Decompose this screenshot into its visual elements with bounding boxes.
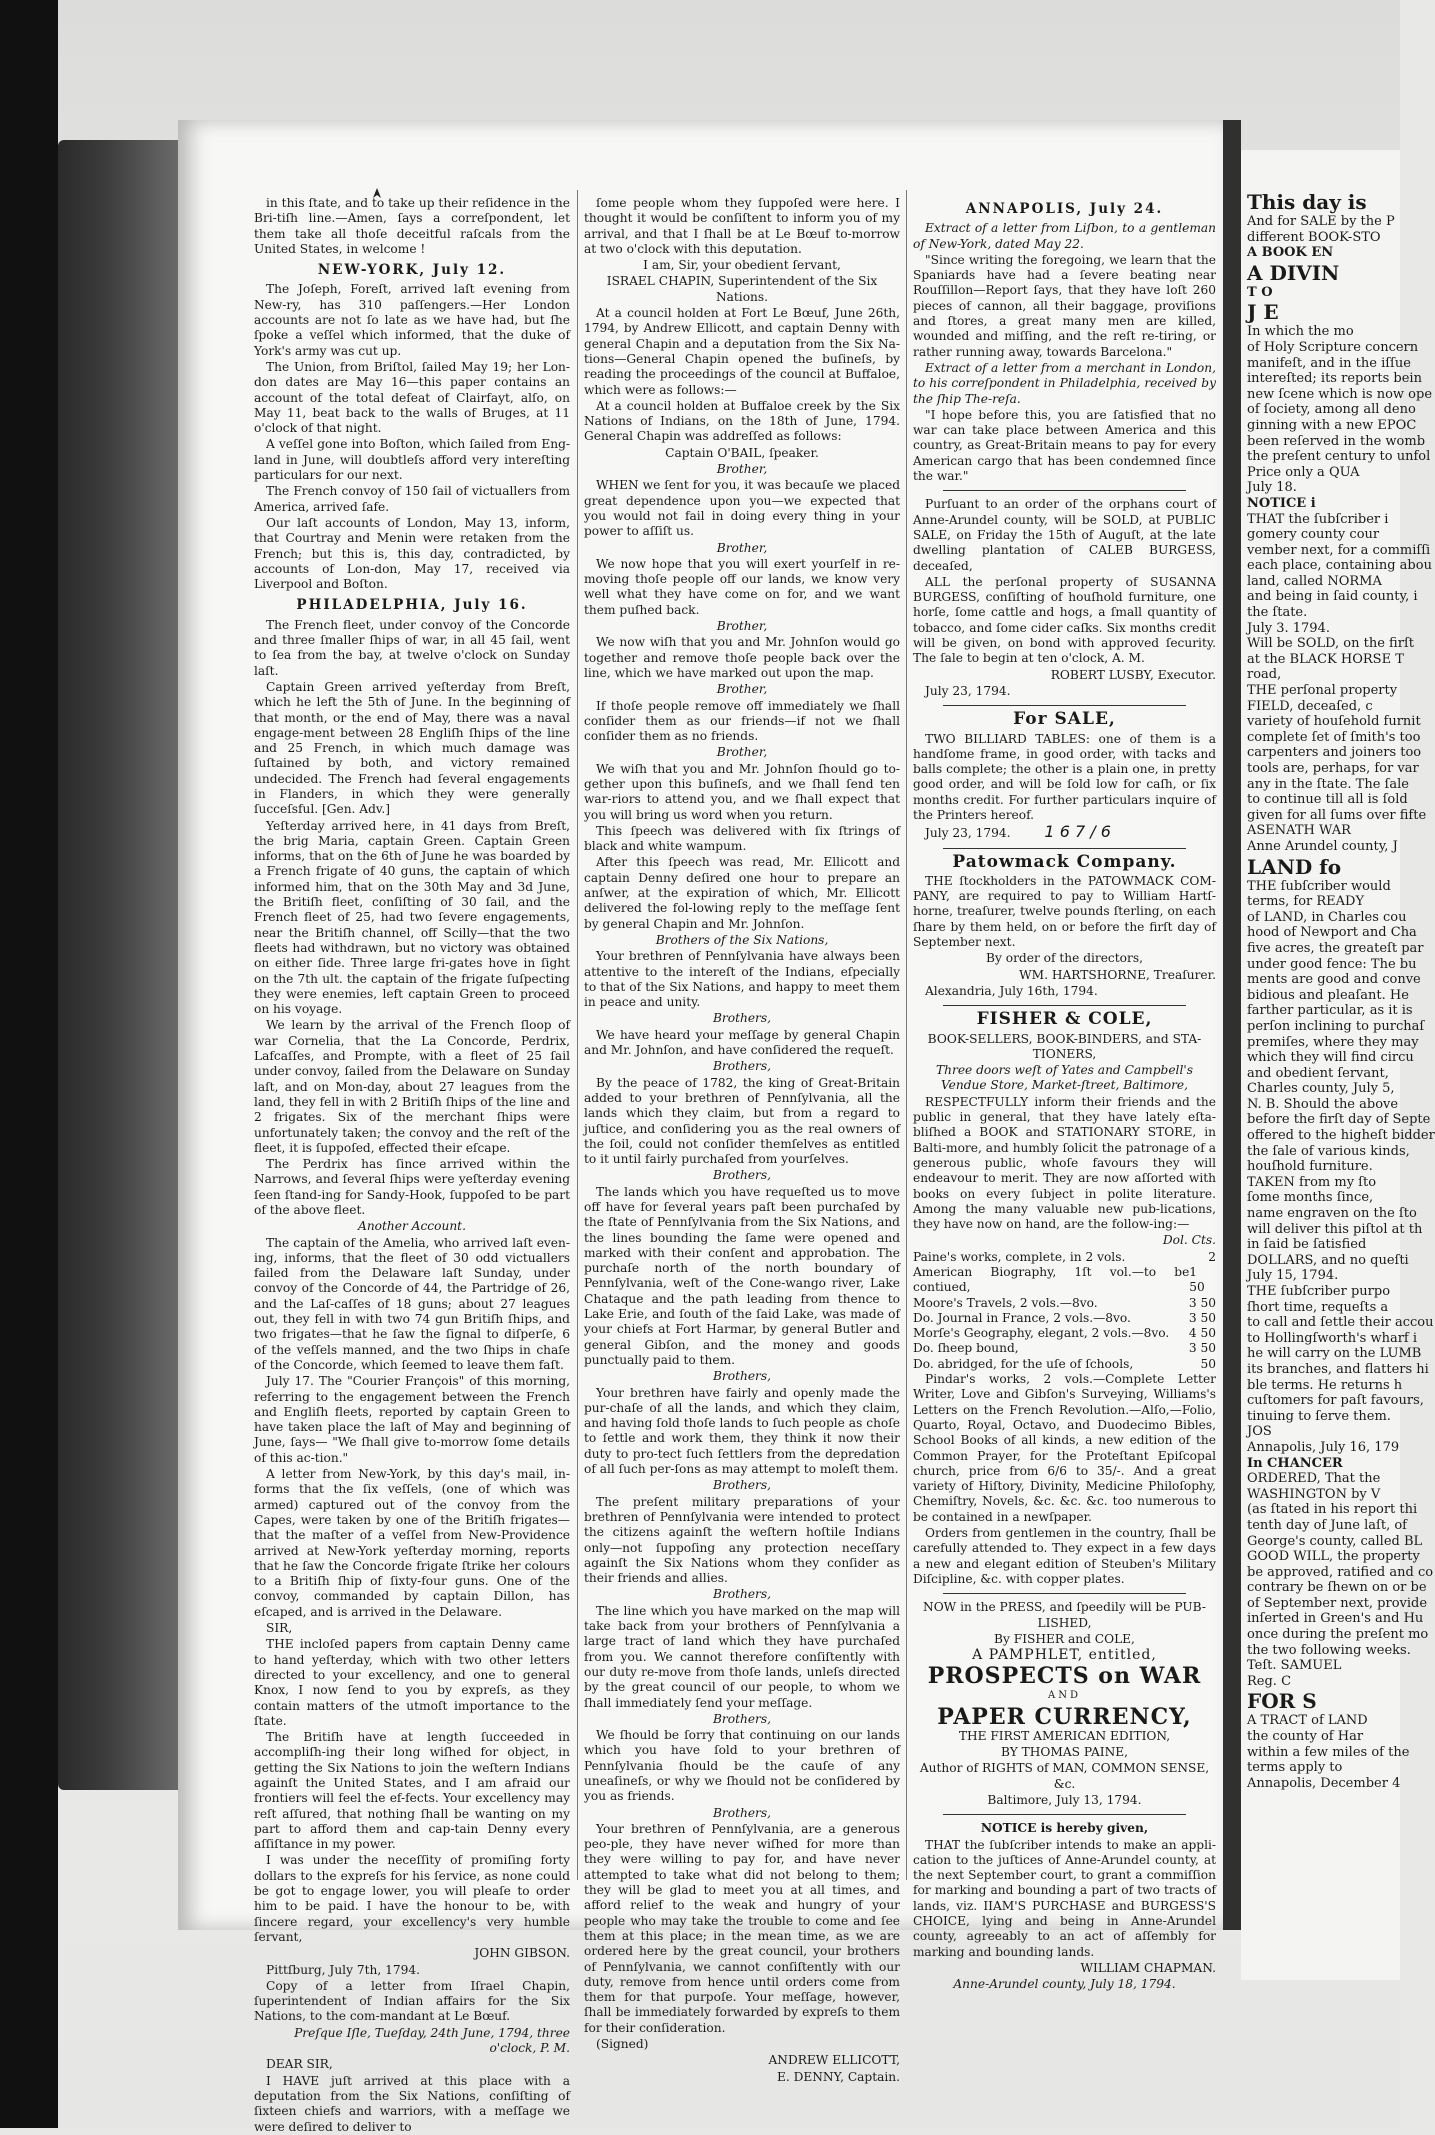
address: Brothers, [712,1168,772,1183]
address: Brother, [716,462,768,477]
paragraph: Yeſterday arrived here, in 41 days from Breſt, the brig Maria, captain Green. Captain Green informs, that on the 6th of June he was boarded by a French frigate of 40 guns, the captain of which informed him, that on the 30th May and 3d June, the Britiſh fleet, conſiſting of 30 ſail, and the French fleet of 25, had two ſevere engagements, near the Britiſh channel, off Scilly—that the two fleets had withdrawn, but no victory was obtained on either ſide. Three large fri-gates hove in ſight on the 7th ult. the captain of the frigate ſuſpecting they were enemies, left captain Green to proceed on his voyage. [254,818,570,1017]
extract-heading: Extract of a letter from a merchant in London, to his correſpondent in Philadelphia, received by the ſhip The-reſa. [913,360,1216,406]
facing-page-line: to continue till all is ſold [1247,792,1408,808]
paragraph: After this ſpeech was read, Mr. Ellicott and captain Denny deſired one hour to prepare an anſwer, at the expiration of which, Mr. Ellicott delivered the fol-lowing reply to the meſſage ſent by general Chapin and Mr. Johnſon. [584,855,900,931]
facing-page-line: THE ſubſcriber purpo [1247,1284,1391,1299]
address: Three doors weſt of Yates and Campbell's Vendue Store, Market-ſtreet, Baltimore, [936,1063,1193,1093]
subheading: Another Account. [358,1219,466,1234]
facing-page-line: ASENATH WAR [1247,823,1351,839]
divider [943,848,1186,849]
paragraph: By the peace of 1782, the king of Great-Britain added to your brethren of Pennſylvania, all the lands which they claim, but from a regard to juſtice, and conſidering you as the real owners of the ſoil, could not conſider themſelves as entitled to it until fairly purchaſed from yourſelves. [584,1075,900,1167]
press-by: By FISHER and COLE, [994,1631,1135,1646]
paragraph: Copy of a letter from Iſrael Chapin, ſuperintendent of Indian affairs for the Six Nations, to the com-mandant at Le Bœuf. [254,1978,570,2024]
address: Brothers of the Six Nations, [655,932,829,947]
price-list-row [913,1341,1216,1356]
paragraph: This ſpeech was delivered with ſix ſtrings of black and white wampum. [584,823,900,854]
price-list-row [913,1296,1216,1311]
edition: THE FIRST AMERICAN EDITION, [958,1728,1171,1743]
date: July 23, 1794. [925,683,1011,698]
ad-text: THE ſtockholders in the PATOWMACK COM-PANY, are required to pay to William Hartſ-horne, treaſurer, twelve pounds ſterling, on each ſhare by them held, on or before the firſt day of September next. [913,873,1216,950]
facing-page-line: Anne Arundel county, J [1247,838,1398,854]
book-title: Paine's works, complete, in 2 vols. [913,1249,1126,1264]
facing-page-line: houſhold furniture. [1247,1159,1373,1175]
facing-page-line: its branches, and flatters hi [1247,1361,1429,1377]
facing-page-line: the preſent century to unfol [1247,449,1431,465]
signature: JOHN GIBSON. [474,1946,570,1961]
facing-page-line: and being in ſaid county, i [1247,589,1418,605]
paragraph: Your brethren have fairly and openly made the pur-chaſe of all the lands, and which they claim, and having ſold thoſe lands to ſuch people as choſe to ſettle and work them, they think it now their duty to pro-tect ſuch ſettlers from the depredation of all ſuch per-ſons as may attempt to moleſt them. [584,1385,900,1477]
facing-page-line: Charles county, July 5, [1247,1081,1395,1097]
facing-page-line: once during the preſent mo [1247,1627,1429,1643]
paragraph: Your brethren of Pennſylvania have always been attentive to the intereſt of the Indians, eſpecially to that of the Six Nations, and happy to meet them in peace and unity. [584,949,900,1010]
date: Baltimore, July 13, 1794. [987,1792,1142,1807]
facing-page-line: JOS [1247,1424,1272,1440]
facing-page-line: been reſerved in the womb [1247,433,1426,449]
facing-page-line: will deliver this piſtol at th [1247,1221,1423,1237]
facing-page-line: given for all ſums over fifte [1247,807,1427,823]
signature: WILLIAM CHAPMAN. [1080,1960,1216,1975]
facing-page-text [1247,190,1435,1791]
paragraph: I was under the neceſſity of promiſing forty dollars to the expreſs for his ſervice, as none could be got to engage lower, you will pleaſe to order him to be paid. I have the honour to be, with ſincere regard, your excellency's very humble ſervant, [254,1853,570,1944]
author: BY THOMAS PAINE, [1000,1745,1129,1760]
dateline-philadelphia: PHILADELPHIA, July 16. [296,597,528,614]
facing-page-line: Teſt. SAMUEL [1247,1658,1342,1674]
salutation: DEAR SIR, [266,2057,333,2072]
facing-page-line: This day is [1247,190,1367,214]
facing-page-line: five acres, the greateſt par [1247,940,1424,956]
facing-page-line: before the firſt day of Septe [1247,1112,1431,1128]
facing-page-line: FOR S [1247,1689,1317,1714]
facing-page-line: within a few miles of the [1247,1744,1410,1760]
facing-page-line: terms apply to [1247,1760,1343,1776]
facing-page-line: ORDERED, That the [1247,1471,1381,1487]
press-heading: NOW in the PRESS, and ſpeedily will be PUB-LISHED, [923,1600,1206,1630]
dateline-annapolis: ANNAPOLIS, July 24. [965,201,1164,217]
title-paper-currency: PAPER CURRENCY, [937,1703,1192,1730]
paragraph: We now wiſh that you and Mr. Johnſon would go together and remove thoſe people back over the line, which we have marked out upon the map. [584,635,900,680]
title-and: AND [1048,1690,1081,1702]
facing-page-line: A DIVIN [1247,260,1340,285]
address: Brother, [716,745,768,760]
divider [943,1005,1186,1006]
paragraph: Captain Green arrived yeſterday from Breſt, which he left the 5th of June. In the beginning of that month, or the end of May, there was a naval engage-ment between 28 Engliſh ſhips of the line and 25 French, in which much damage was ſuſtained by both, and victory remained undecided. The French had ſeveral engagements in Flanders, in which they were generally ſucceſsful. [Gen. Adv.] [254,679,570,817]
date-text: July 23, 1794. [925,826,1011,841]
facing-page-line: And for SALE by the P [1247,214,1395,229]
paragraph: The preſent military preparations of your brethren of Pennſylvania were intended to protect the citizens againſt the weſtern hoſtile Indians only—not ſuppoſing any protection neceſſary againſt the Six Nations whom they conſider as their friends and allies. [584,1494,900,1586]
paragraph: THE incloſed papers from captain Denny came to hand yeſterday, which with two other letters directed to your excellency, and one to general Knox, I now ſend to you by expreſs, as they contain matters of the utmoſt importance to the ſtate. [254,1637,570,1728]
salutation: SIR, [266,1621,293,1636]
book-price: 1 50 [1189,1265,1205,1295]
paragraph: We learn by the arrival of the French ſloop of war Cornelia, that the La Concorde, Perdrix, Lafcaſſes, and Prompte, with a fleet of 25 ſail under convoy, ſailed from the Delaware on Sunday laſt, and on Mon-day, about 27 leagues from the land, they fell in with 2 Britiſh ſhips of the line and 2 frigates. Six of the merchant ſhips were unfortunately taken; the convoy and the reſt of the fleet, it is ſuppoſed, effected their eſcape. [254,1018,570,1155]
paragraph: A letter from New-York, by this day's mail, in-forms that the ſix veſſels, (one of which was armed) captured out of the convoy from the Capes, were taken by one of the Britiſh frigates—that the maſter of a veſſel from New-Providence arrived at New-York yeſterday morning, reports that he ſaw the Concorde frigate ſtrike her colours to a Britiſh ſhip of ſixty-four guns. One of the convoy, commanded by captain Dillon, has eſcaped, and is arrived in the Delaware. [254,1467,570,1619]
paragraph: July 17. The "Courier François" of this morning, referring to the engagement between the French and Engliſh fleets, reported by captain Green to have taken place the laſt of May and beginning of June, ſays— "We ſhall give to-morrow ſome details of this ac-tion." [254,1374,570,1465]
intro-text: in this ſtate, and to take up their reſidence in the Bri-tiſh line.—Amen, ſays a correſpondent, let them take all thoſe deceitful raſcals from the United States, in welcome ! [254,196,570,256]
facing-page-line: to Hollingſworth's wharf i [1247,1330,1418,1346]
facing-page-line: variety of houſehold furnit [1247,714,1421,730]
facing-page-line: to call and ſettle their accou [1247,1315,1434,1331]
extract-heading: Extract of a letter from Liſbon, to a gentleman of New-York, dated May 22. [913,221,1216,251]
signature: WM. HARTSHORNE, Treaſurer. [1019,967,1216,982]
facing-page-line: the county of Har [1247,1729,1364,1745]
facing-page-line: of ſociety, among all deno [1247,402,1416,418]
facing-page-line: vember next, for a commiſſi [1247,542,1431,558]
facing-page-fragment [1241,150,1435,1980]
facing-page-line: perſon inclining to purchaſ [1247,1018,1425,1034]
signature: ISRAEL CHAPIN, Superintendent of the Six Nations. [606,274,878,304]
facing-page-line: new ſcene which is now ope [1247,386,1433,402]
paragraph: WHEN we ſent for you, it was becauſe we placed great dependence upon you—we expected that you would not fail in doing every thing in your power to aſſiſt us. [584,478,900,539]
facing-page-line: tenth day of June laſt, of [1247,1517,1407,1533]
ad-text: TWO BILLIARD TABLES: one of them is a handſome frame, in good order, with tacks and balls complete; the other is a plain one, in pretty good order, and will be ſold low for caſh, or ſix months credit. For further particulars inquire of the Printers hereof. [913,731,1216,822]
address: Brothers, [712,1587,772,1602]
paragraph: "Since writing the foregoing, we learn that the Spaniards have had a ſevere beating near Rouſſillon—Report ſays, that they have loſt 260 pieces of cannon, all their baggage, proviſions and ſtores, a great many men are killed, wounded and miſſing, and the reſt re-tiring, or rather running away, towards Barcelona." [913,252,1216,359]
paragraph: At a council holden at Buffaloe creek by the Six Nations of Indians, on the 18th of June, 1794. General Chapin was addreſſed as follows: [584,398,900,444]
facing-page-line: ments are good and conve [1247,972,1421,988]
date [913,824,1216,841]
title-prospects: PROSPECTS on WAR [927,1663,1202,1690]
facing-page-line: name engraven on the ſto [1247,1206,1417,1222]
book-price: 3 50 [1188,1295,1216,1310]
book-title: Do. abridged, for the uſe of ſchools, [913,1356,1134,1371]
facing-page-line: WASHINGTON by V [1247,1486,1381,1502]
page-gutter [1223,120,1241,1930]
paragraph: ſome people whom they ſuppoſed were here. I thought it would be conſiſtent to inform you of my arrival, and that I ſhall be at Le Bœuf to-morrow at two o'clock with this deputation. [584,196,900,256]
facing-page-line: premiſes, where they may [1247,1034,1419,1050]
facing-page-line: July 3. 1794. [1247,620,1330,636]
facing-page-line: he will carry on the LUMB [1247,1346,1422,1362]
facing-page-line: bidious and pleaſant. He [1247,987,1409,1003]
paragraph: "I hope before this, you are ſatisfied that no war can take place between America and this country, as Great-Britain means to pay for every American cargo that has been condemned ſince the war." [913,407,1216,484]
facing-page-line: complete ſet of ſmith's too [1247,729,1421,745]
signed-label: (Signed) [596,2037,649,2052]
facing-page-line: LAND fo [1247,854,1342,879]
facing-page-line: A BOOK EN [1247,245,1334,261]
price-list-row [913,1265,1216,1296]
divider [943,705,1186,706]
paragraph: I HAVE juſt arrived at this place with a deputation from the Six Nations, conſiſting of ſixteen chiefs and warriors, with a meſſage we were deſired to deliver to [254,2073,570,2134]
facing-page-line: GOOD WILL, the property [1247,1549,1420,1565]
ad-text: Pindar's works, 2 vols.—Complete Letter Writer, Love and Gibſon's Surveying, Williams's Letters on the French Revolution.—Alſo,—Folio, Quarto, Royal, Octavo, and Duodecimo Bibles, School Books of all kinds, a new edition of the Common Prayer, for the Proteſtant Epiſcopal church, price from 6/6 to 35/-. And a great variety of Hiſtory, Divinity, Medicine Philoſophy, Chemiſtry, Novels, &c. &c. &c. too numerous to be contained in a newſpaper. [913,1372,1216,1524]
facing-page-line: TAKEN from my ſto [1247,1174,1377,1190]
closing: I am, Sir, your obedient ſervant, [643,258,841,273]
facing-page-line: DOLLARS, and no queſti [1247,1252,1409,1268]
paragraph: Your brethren of Pennſylvania, are a generous peo-ple, they have never wiſhed for more than they were willing to pay for, and have never attempted to take what did not belong to them; they will be glad to meet you at all times, and afford relief to the weak and hungry of your people who may take the trouble to come and ſee them at this place; in the mean time, as we are ordered here by the great council, your brothers of Pennſylvania, we cannot conſiſtently with our duty, remove from hence until orders come from them for that purpoſe. Your meſſage, however, ſhall be immediately forwarded by expreſs to them for their conſideration. [584,1821,900,2035]
paragraph: We have heard your meſſage by general Chapin and Mr. Johnſon, and have conſidered the requeſt. [584,1027,900,1058]
binding-shadow [0,0,58,2128]
price-list-row [913,1357,1216,1372]
facing-page-line: offered to the higheſt bidder [1247,1128,1435,1144]
signature: ANDREW ELLICOTT, [768,2053,900,2068]
facing-page-line: Reg. C [1247,1673,1292,1689]
book-title: Moore's Travels, 2 vols.—8vo. [913,1295,1098,1310]
book-price: 3 50 [1188,1341,1216,1356]
handwritten-mark: 1 6 7 / 6 [1044,822,1111,842]
facing-page-line: farther particular, as it is [1247,1003,1413,1019]
ad-text: Purſuant to an order of the orphans court of Anne-Arundel county, will be SOLD, at PUBLIC SALE, on Friday the 15th of Auguſt, at the late dwelling plantation of CALEB BURGESS, deceaſed, [913,497,1216,573]
facing-page-line: July 18. [1247,480,1297,496]
address: Brothers, [712,1059,772,1074]
facing-page-line: of September next, provide [1247,1595,1428,1611]
facing-page-line: be approved, ratified and co [1247,1564,1434,1580]
address: Brother, [716,540,768,555]
facing-page-line: J E [1247,300,1279,325]
facing-page-line: manifeſt, and in the iſſue [1247,355,1411,371]
paragraph: We wiſh that you and Mr. Johnſon ſhould go to-gether upon this buſineſs, and we ſhall ſend ten war-riors to attend you, and we ſhall expect that you will bring us word when you return. [584,761,900,822]
facing-page-line: carpenters and joiners too [1247,745,1422,761]
ad-text: Orders from gentlemen in the country, ſhall be carefully attended to. They expect in a few days a new and elegant edition of Steuben's Military Diſcipline, &c. with copper plates. [913,1526,1216,1586]
facing-page-line: road, [1247,667,1282,683]
column-rule-1 [577,190,578,1880]
address: Brothers, [712,1011,772,1026]
paragraph: The French convoy of 150 ſail of victuallers from America, arrived ſafe. [254,484,570,514]
currency-header: Dol. Cts. [1162,1233,1216,1248]
column-1 [254,196,570,2134]
address: Brothers, [712,1805,772,1820]
paragraph: Our laſt accounts of London, May 13, inform, that Courtray and Menin were retaken from the French; but this is, this day, contradicted, by accounts of Lon-don, May 17, received via Liverpool and Boſton. [254,515,570,592]
facing-page-line: THAT the ſubſcriber i [1247,511,1389,527]
book-spine-edge [58,140,178,1790]
facing-page-line: THE ſubſcriber would [1247,878,1391,894]
column-3 [913,196,1216,1992]
place-date: Preſque Iſle, Tueſday, 24th June, 1794, three o'clock, P. M. [294,2025,570,2056]
paragraph: The Britiſh have at length ſucceeded in accompliſh-ing their long wiſhed for object, in getting the Six Nations to join the weſtern Indians againſt the United States, and I am afraid our frontiers will feel the ef-fects. Your excellency may reſt aſſured, that nothing ſhall be wanting on my part to afford them and cap-tain Denny every aſſiſtance in my power. [254,1730,570,1852]
facing-page-line: July 15, 1794. [1247,1268,1339,1284]
price-list-row [913,1250,1216,1265]
signature: E. DENNY, Captain. [776,2069,900,2084]
facing-page-line: hood of Newport and Cha [1247,925,1417,941]
facing-page-line: THE perſonal property [1247,683,1398,699]
facing-page-line: N. B. Should the above [1247,1096,1399,1112]
facing-page-line: any in the ſtate. The ſale [1247,776,1409,792]
column-rule-2 [906,190,907,1880]
paragraph: At a council holden at Fort Le Bœuf, June 26th, 1794, by Andrew Ellicott, and captain Denny with general Chapin and a deputation from the Six Na-tions—General Chapin opened the buſineſs, by reading the proceedings of the council at Buffaloe, which were as follows:— [584,306,900,397]
paragraph: The line which you have marked on the map will take back from your brothers of Pennſylvania a large tract of land which they have purchaſed from you. We cannot therefore conſiſtently with our duty re-move from thoſe lands, unleſs directed by the great council of our people, to whom we ſhall immediately ſend your meſſage. [584,1603,900,1710]
facing-page-line: the ſtate. [1247,605,1308,621]
facing-page-line: In CHANCER [1247,1455,1343,1471]
facing-page-line: cuſtomers for paſt favours, [1247,1393,1424,1409]
facing-page-line: ginning with a new EPOC [1247,417,1417,433]
divider [943,490,1186,491]
book-price: 4 50 [1188,1326,1216,1341]
date: Anne-Arundel county, July 18, 1794. [953,1977,1176,1992]
facing-page-line: George's county, called BL [1247,1533,1423,1549]
book-price: 2 [1208,1249,1216,1264]
signature: ROBERT LUSBY, Executor. [1050,667,1216,682]
facing-page-line: gomery county cour [1247,527,1380,543]
facing-page-line: the two following weeks. [1247,1642,1411,1658]
price-list-row [913,1326,1216,1341]
column-2 [584,196,900,2084]
facing-page-line: ſome months ſince, [1247,1190,1374,1206]
facing-page-line: ſhort time, requeſts a [1247,1299,1389,1315]
facing-page-line: Annapolis, July 16, 179 [1247,1439,1400,1455]
divider [943,1593,1186,1594]
book-title: Do. ſheep bound, [913,1341,1019,1356]
dateline-new-york: NEW-YORK, July 12. [317,262,507,279]
facing-page-line: each place, containing abou [1247,558,1432,574]
paragraph: The French fleet, under convoy of the Concorde and three ſmaller ſhips of war, in all 45 ſail, went to ſea from the bay, at twelve o'clock on Sunday laſt. [254,617,570,678]
paragraph: The lands which you have requeſted us to move off have for ſeveral years paſt been purchaſed by the ſtate of Pennſylvania from the Six Nations, and the lines bounding the ſame were opened and marked with their conſent and approbation. The purchaſe north of the north boundary of Pennſylvania, weſt of the Cone-wango river, Lake Chataque and the path leading from thence to Lake Erie, and ſouth of the ſaid Lake, was made of your chiefs at Fort Harmar, by general Butler and general Gibſon, and the money and goods punctually paid to them. [584,1184,900,1367]
ad-heading-patowmack: Patowmack Company. [952,851,1177,872]
facing-page-line: ble terms. He returns h [1247,1377,1403,1393]
book-price-list [913,1250,1216,1372]
ad-text: RESPECTFULLY inform their friends and the public in general, that they have lately eſta-bliſhed a BOOK and STATIONARY STORE, in Balti-more, and humbly ſolicit the patronage of a generous public, whoſe favours they will endeavour to merit. They are now aſſorted with books on every ſubject in polite literature. Among the many valuable new pub-lications, they have now on hand, are the follow-ing:— [913,1094,1216,1232]
facing-page-line: and obedient ſervant, [1247,1065,1389,1081]
facing-page-line: tinuing to ſerve them. [1247,1408,1391,1424]
book-price: 3 50 [1188,1310,1216,1325]
address: Brothers, [712,1478,772,1493]
book-price: 50 [1200,1356,1216,1371]
facing-page-line: under good fence: The bu [1247,956,1417,972]
paragraph: The captain of the Amelia, who arrived laſt even-ing, informs, that the fleet of 30 odd victuallers failed from the Delaware laſt Sunday, under convoy of the Concorde of 44, the Partridge of 26, and the Laſ-caſſes of 18 guns; about 27 leagues out, they fell in with two 74 gun Britiſh ſhips, and two frigates—that he ſaw the ſignal to diſperſe, 6 of the veſſels manned, and the two ſhips in chaſe of the Concorde, which ſeemed to leave them faſt. [254,1235,570,1372]
price-list-row [913,1311,1216,1326]
ad-text: THAT the ſubſcriber intends to make an appli-cation to the juſtices of Anne-Arundel county, at the next September court, to grant a commiſſion for marking and bounding a part of two tracts of lands, viz. IIAM'S PURCHASE and BURGESS'S CHOICE, lying and being in Anne-Arundel county, agreeably to an act of aſſembly for marking and bounding lands. [913,1837,1216,1959]
facing-page-line: inſerted in Green's and Hu [1247,1611,1424,1627]
facing-page-line: contrary be ſhewn on or be [1247,1580,1427,1596]
facing-page-line: Price only a QUA [1247,464,1360,480]
facing-page-line: In which the mo [1247,324,1354,340]
facing-page-line: tools are, perhaps, for var [1247,761,1419,776]
place-date: Pittſburg, July 7th, 1794. [266,1962,420,1977]
ad-heading-for-sale: For SALE, [1013,709,1116,730]
facing-page-line: (as ſtated in his report thi [1247,1502,1418,1518]
facing-page-line: of LAND, in Charles cou [1247,909,1407,925]
facing-page-line: at the BLACK HORSE T [1247,651,1404,667]
facing-page-line: in ſaid be ſatisfied [1247,1237,1367,1253]
facing-page-line: FIELD, deceaſed, c [1247,698,1373,714]
ad-text: ALL the perſonal property of SUSANNA BURGESS, conſiſting of houſhold furniture, one horſe, ſome cattle and hogs, a ſmall quantity of tobacco, and ſome cider caſks. Six months credit will be given, on bond with approved ſecurity. The ſale to begin at ten o'clock, A. M. [913,574,1216,666]
address: Brother, [716,619,768,634]
facing-page-line: Annapolis, December 4 [1247,1775,1401,1791]
author-note: Author of RIGHTS of MAN, COMMON SENSE, &c. [919,1761,1210,1791]
book-title: American Biography, 1ſt vol.—to be contiued, [913,1265,1190,1295]
book-title: Do. Journal in France, 2 vols.—8vo. [913,1310,1131,1325]
paragraph: A veſſel gone into Boſton, which ſailed from Eng-land in June, will doubtleſs afford very intereſting particulars for our next. [254,437,570,483]
ad-heading-fisher-cole: FISHER & COLE, [976,1009,1153,1030]
paragraph: We ſhould be ſorry that continuing on our lands which you have ſold to your brethren of Pennſylvania ſhould be the cauſe of any uneaſineſs, or why we ſhould not be conſidered by you as friends. [584,1728,900,1804]
facing-page-line: T O [1247,284,1273,300]
ad-subheading: BOOK-SELLERS, BOOK-BINDERS, and STA-TIONERS, [927,1031,1202,1061]
paragraph: The Union, from Briſtol, ſailed May 19; her Lon-don dates are May 16—this paper contains an account of the total defeat of Clairfayt, alſo, on May 11, beat back to the walls of Bruges, at 11 o'clock of that night. [254,359,570,436]
address: Brothers, [712,1711,772,1726]
paragraph: If thoſe people remove off immediately we ſhall conſider them as our friends—if not we ſhall conſider them as no friends. [584,698,900,744]
paragraph: We now hope that you will exert yourſelf in re-moving thoſe people off our lands, we know very well what they have come on for, and we want them puſhed back. [584,556,900,617]
facing-page-line: NOTICE i [1247,495,1316,511]
paragraph: The Joſeph, Foreſt, arrived laſt evening from New-ry, has 310 paſſengers.—Her London accounts are not ſo late as we have had, but ſhe ſpoke a veſſel which informed, that the duke of York's army was cut up. [254,282,570,358]
paragraph: The Perdrix has ſince arrived within the Narrows, and ſeveral ſhips were yeſterday evening ſeen ſtand-ing for Sandy-Hook, ſuppoſed to be part of the above fleet. [254,1157,570,1217]
facing-page-line: different BOOK-STO [1247,229,1381,245]
facing-page-line: the ſale of various kinds, [1247,1143,1410,1159]
closing: By order of the directors, [986,951,1143,966]
address: Brothers, [712,1369,772,1384]
address: Brother, [716,682,768,697]
facing-page-line: of Holy Scripture concern [1247,339,1419,355]
speaker: Captain O'BAIL, ſpeaker. [665,445,819,460]
facing-page-line: terms, for READY [1247,894,1365,910]
press-pamphlet: A PAMPHLET, entitled, [972,1647,1157,1664]
facing-page-line: which they will find circu [1247,1050,1414,1066]
facing-page-line: intereſted; its reports bein [1247,371,1422,387]
notice-heading: NOTICE is hereby given, [980,1821,1149,1836]
facing-page-line: land, called NORMA [1247,573,1382,589]
date: Alexandria, July 16th, 1794. [925,983,1098,998]
facing-page-line: A TRACT of LAND [1247,1713,1368,1729]
book-title: Morſe's Geography, elegant, 2 vols.—8vo. [913,1326,1170,1341]
facing-page-line: Will be SOLD, on the firſt [1247,636,1414,652]
divider [943,1814,1186,1815]
